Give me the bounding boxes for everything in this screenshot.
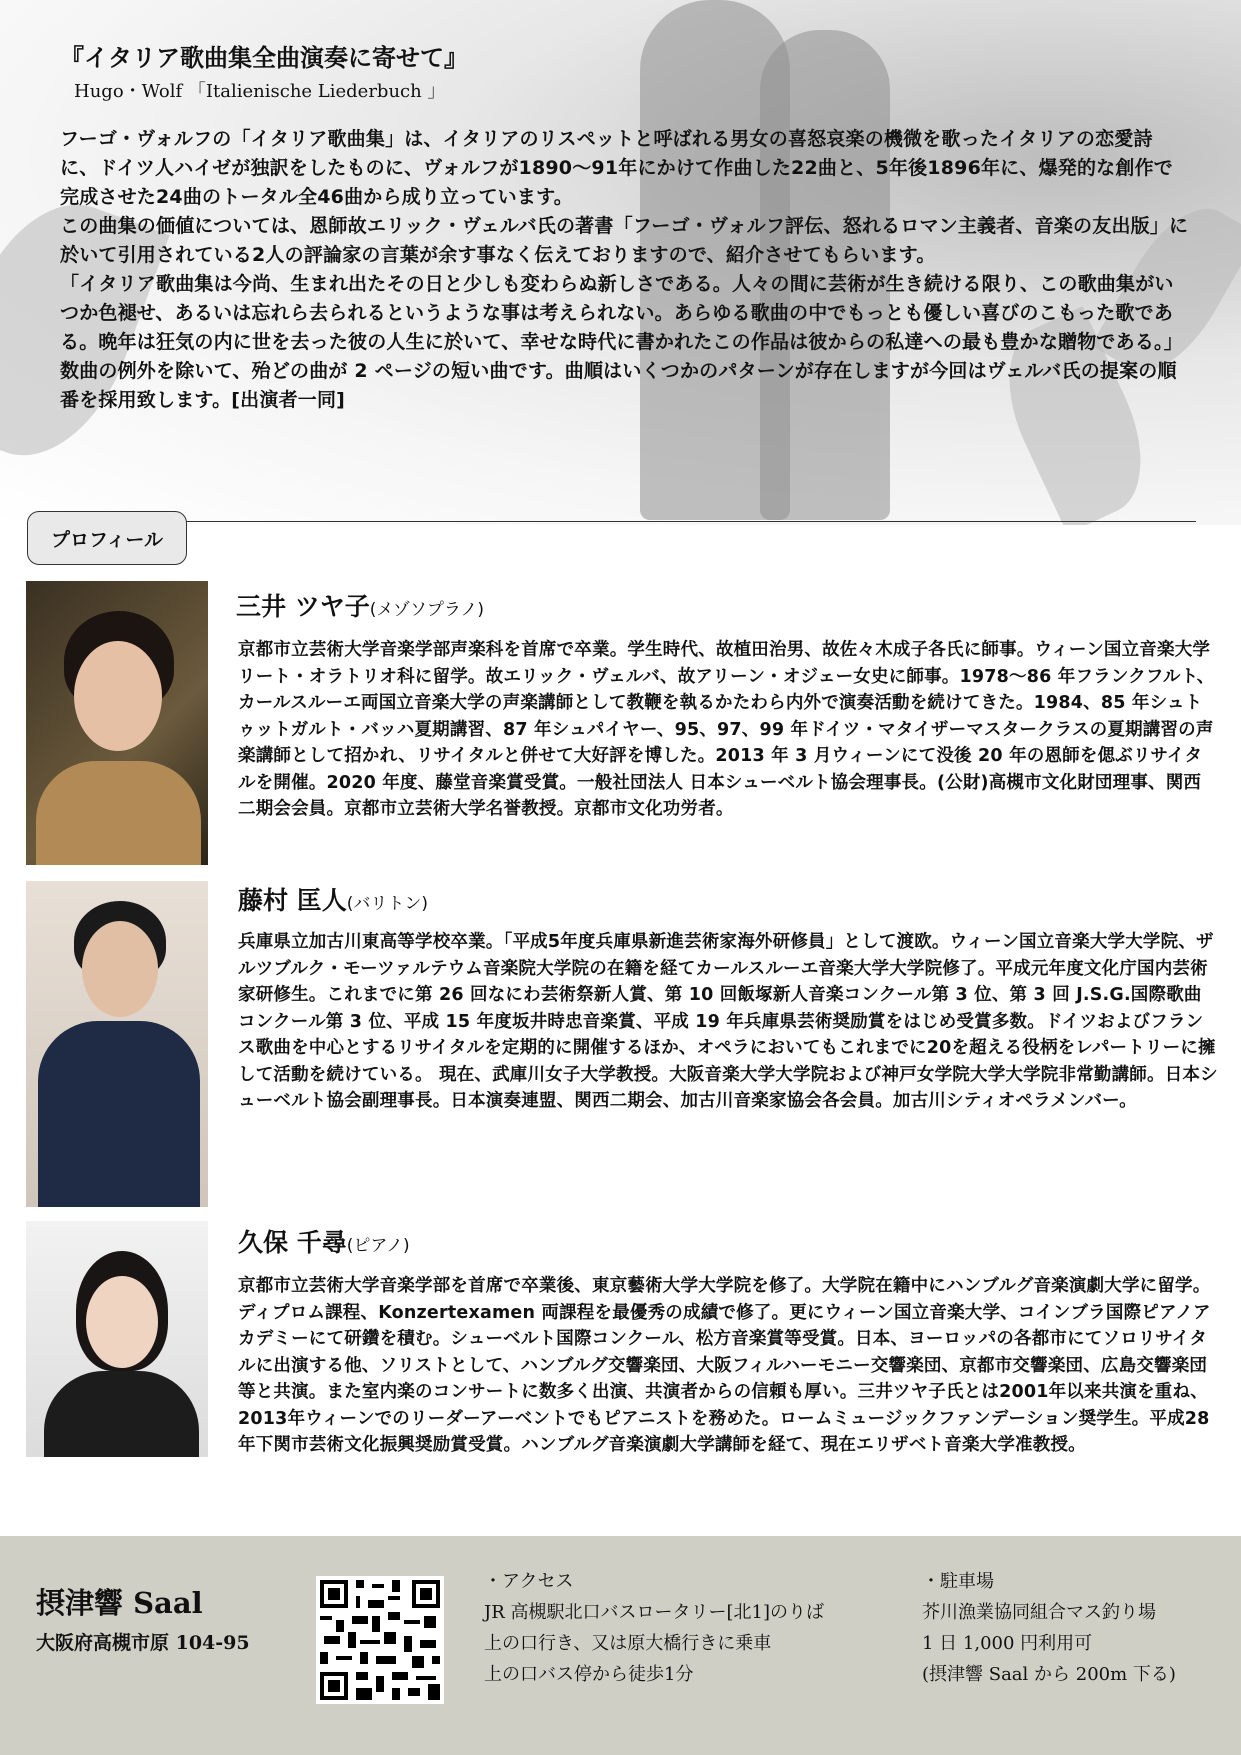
portrait-body [44, 1371, 199, 1457]
venue-name: 摂津響 Saal [36, 1586, 203, 1620]
intro-paragraph: 「イタリア歌曲集は今尚、生まれ出たその日と少しも変わらぬ新しさである。人々の間に芸術が生き続ける限り、この歌曲集がいつか色褪せ、あるいは忘れら去られるというような事は考えられない。あらゆる歌曲の中でもっとも優しい喜びのこもった歌である。晩年は狂気の内に世を去った彼の人生に於いて、幸せな時代に書かれたこの作品は彼からの私達への最も豊かな贈物である。」 [60, 273, 1183, 353]
portrait-photo [26, 881, 208, 1207]
portrait-face [86, 1276, 158, 1368]
venue-address: 大阪府高槻市原 104-95 [36, 1632, 250, 1654]
parking-line: 1 日 1,000 円利用可 [922, 1633, 1093, 1654]
parking-line: 芥川漁業協同組合マス釣り場 [922, 1602, 1156, 1623]
performer-name-text: 藤村 匡人 [238, 886, 347, 915]
access-line: 上の口行き、又は原大橋行きに乗車 [484, 1633, 772, 1654]
performer-fujimura [26, 881, 1218, 1211]
section-divider [74, 521, 1196, 522]
profile-heading-tab: プロフィール [27, 511, 187, 565]
performer-name-text: 久保 千尋 [238, 1228, 347, 1257]
performer-role: (バリトン) [346, 894, 428, 914]
intro-paragraph: フーゴ・ヴォルフの「イタリア歌曲集」は、イタリアのリスペットと呼ばれる男女の喜怒哀楽の機微を歌ったイタリアの恋愛詩に、ドイツ人ハイゼが独訳をしたものに、ヴォルフが1890～91年にかけて作曲した22曲と、5年後1896年に、爆発的な創作で完成させた24曲のトータル全46曲から成り立っています。 [60, 128, 1173, 208]
performer-role: (ピアノ) [346, 1236, 410, 1256]
qr-code-icon [316, 1576, 444, 1704]
intro-paragraph: 数曲の例外を除いて、殆どの曲が 2 ページの短い曲です。曲順はいくつかのパターンが存在しますが今回はヴェルバ氏の提案の順番を採用致します。[出演者一同] [60, 360, 1177, 411]
access-heading: ・アクセス [484, 1571, 574, 1592]
qr-code[interactable] [316, 1576, 444, 1704]
access-info [484, 1566, 824, 1690]
performer-name [236, 587, 484, 623]
performer-name [238, 881, 428, 917]
intro-text [60, 125, 1190, 415]
parking-line: (摂津響 Saal から 200m 下る) [922, 1664, 1176, 1685]
access-line: 上の口バス停から徒歩1分 [484, 1664, 694, 1685]
performer-role: (メゾソプラノ) [369, 600, 484, 620]
portrait-photo [26, 581, 208, 865]
parking-heading: ・駐車場 [922, 1571, 994, 1592]
venue-footer [0, 1536, 1241, 1755]
portrait-face [74, 641, 162, 751]
access-line: JR 高槻駅北口バスロータリー[北1]のりば [484, 1602, 824, 1623]
parking-info [922, 1566, 1176, 1690]
performer-bio: 兵庫県立加古川東高等学校卒業。「平成5年度兵庫県新進芸術家海外研修員」として渡欧。ウィーン国立音楽大学大学院、ザルツブルク・モーツァルテウム音楽院大学院の在籍を経てカールスルーエ音楽大学大学院修了。平成元年度文化庁国内芸術家研修生。これまでに第 26 回なにわ芸術祭新人賞、第 10 回飯塚新人音楽コンクール第 3 位、第 3 回 J.S.G.国際歌曲コンクール第 3 位、平成 15 年度坂井時忠音楽賞、平成 19 年兵庫県芸術奨励賞をはじめ受賞多数。ドイツおよびフランス歌曲を中心とするリサイタルを定期的に開催するほか、オペラにおいてもこれまでに20を超える役柄をレパートリーに擁して活動を続けている。 現在、武庫川女子大学教授。大阪音楽大学大学院および神戸女学院大学大学院非常勤講師。日本シューベルト協会副理事長。日本演奏連盟、関西二期会、加古川音楽家協会各会員。加古川シティオペラメンバー。 [238, 932, 1218, 1111]
intro-paragraph: この曲集の価値については、恩師故エリック・ヴェルバ氏の著書「フーゴ・ヴォルフ評伝、怒れるロマン主義者、音楽の友出版」に於いて引用されている2人の評論家の言葉が余す事なく伝えておりますので、紹介させてもらいます。 [60, 215, 1189, 266]
portrait-face [82, 921, 158, 1017]
performer-mitsui [26, 581, 1215, 866]
page-subtitle: Hugo・Wolf 「Italienische Liederbuch 」 [74, 81, 446, 102]
performer-kubo [26, 1221, 1211, 1521]
portrait-body [36, 761, 201, 865]
performer-bio: 京都市立芸術大学音楽学部を首席で卒業後、東京藝術大学大学院を修了。大学院在籍中にハンブルグ音楽演劇大学に留学。ディプロム課程、Konzertexamen 両課程を最優秀の成績で修了。更にウィーン国立音楽大学、コインブラ国際ピアノアカデミーにて研鑽を積む。シューベルト国際コンクール、松方音楽賞等受賞。日本、ヨーロッパの各都市にてソロリサイタルに出演する他、ソリストとして、ハンブルグ交響楽団、大阪フィルハーモニー交響楽団、京都市交響楽団、広島交響楽団等と共演。また室内楽のコンサートに数多く出演、共演者からの信頼も厚い。三井ツヤ子氏とは2001年以来共演を重ね、2013年ウィーンでのリーダーアーベントでもピアニストを務めた。ロームミュージックファンデーション奨学生。平成28年下関市芸術文化振興奨励賞受賞。ハンブルグ音楽演劇大学講師を経て、現在エリザベト音楽大学准教授。 [238, 1276, 1211, 1455]
page-title: 『イタリア歌曲集全曲演奏に寄せて』 [60, 44, 468, 72]
performer-bio: 京都市立芸術大学音楽学部声楽科を首席で卒業。学生時代、故植田治男、故佐々木成子各氏に師事。ウィーン国立音楽大学リート・オラトリオ科に留学。故エリック・ヴェルバ、故アリーン・オジェー女史に師事。1978～86 年フランクフルト、カールスルーエ両国立音楽大学の声楽講師として教鞭を執るかたわら内外で演奏活動を続けてきた。1984、85 年シュトゥットガルト・バッハ夏期講習、87 年シュパイヤー、95、97、99 年ドイツ・マタイザーマスタークラスの夏期講習の声楽講師として招かれ、リサイタルと併せて大好評を博した。2013 年 3 月ウィーンにて没後 20 年の恩師を偲ぶリサイタルを開催。2020 年度、藤堂音楽賞受賞。一般社団法人 日本シューベルト協会理事長。(公財)高槻市文化財団理事、関西二期会会員。京都市立芸術大学名誉教授。京都市文化功労者。 [238, 640, 1215, 819]
portrait-photo [26, 1221, 208, 1457]
performer-name [238, 1223, 410, 1259]
intro-section [0, 0, 1241, 525]
performer-name-text: 三井 ツヤ子 [236, 592, 370, 621]
portrait-body [38, 1021, 200, 1207]
